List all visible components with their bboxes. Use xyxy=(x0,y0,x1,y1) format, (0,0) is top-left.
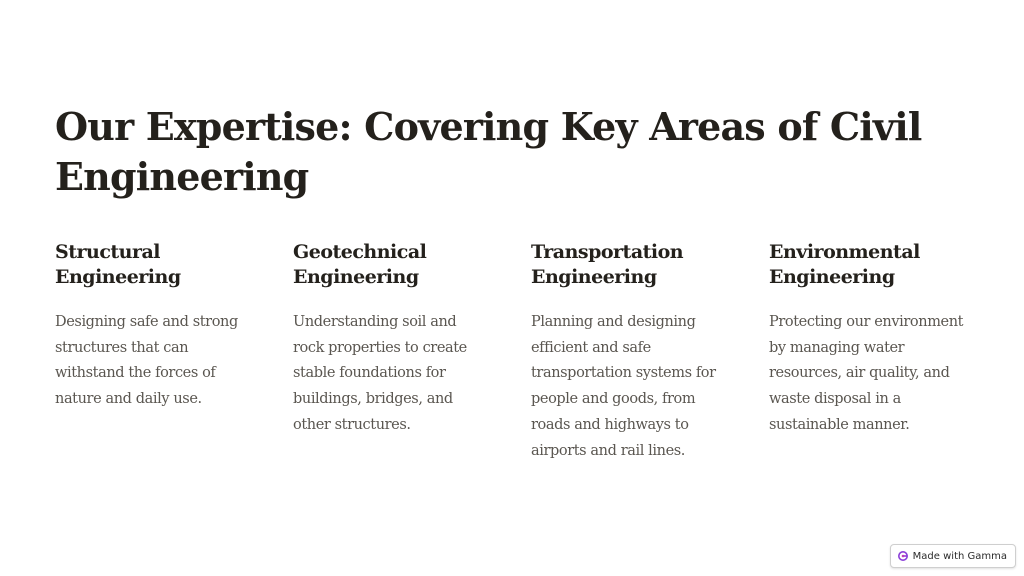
column-geotechnical xyxy=(293,240,491,464)
column-text: Protecting our environment by managing water resources, air quality, and waste disposal in a sustainable manner. xyxy=(769,314,964,433)
made-with-gamma-badge[interactable] xyxy=(890,544,1016,568)
column-heading: Geotechnical Engineering xyxy=(293,241,427,288)
column-transportation xyxy=(531,240,729,464)
column-text: Understanding soil and rock properties to create stable foundations for buildings, bridges, and other structures. xyxy=(293,314,467,433)
column-heading: Transportation Engineering xyxy=(531,241,684,288)
column-text: Planning and designing efficient and safe transportation systems for people and goods, from roads and highways to airports and rail lines. xyxy=(531,314,716,459)
column-heading: Environmental Engineering xyxy=(769,241,920,288)
column-environmental xyxy=(769,240,967,464)
badge-label: Made with Gamma xyxy=(912,550,1007,562)
column-heading: Structural Engineering xyxy=(55,241,181,288)
slide-title: Our Expertise: Covering Key Areas of Civil Engineering xyxy=(55,104,922,199)
gamma-logo-icon xyxy=(898,551,908,561)
expertise-columns xyxy=(55,240,995,464)
column-structural xyxy=(55,240,253,464)
column-text: Designing safe and strong structures that can withstand the forces of nature and daily use. xyxy=(55,314,238,408)
